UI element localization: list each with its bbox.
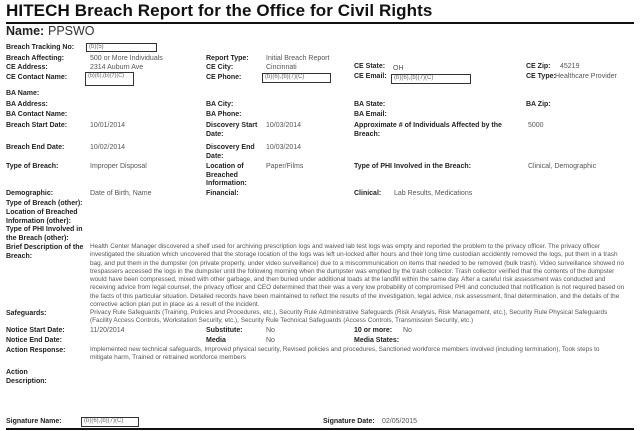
breach-type-other-label: Type of Breach (other): [6, 200, 83, 207]
signature-name-label: Signature Name: [6, 418, 62, 425]
report-title: HITECH Breach Report for the Office for Civil Rights [6, 1, 433, 20]
report-type-value: Initial Breach Report [266, 55, 330, 62]
signature-name-field: (b)(6),(b)(7)(C) [81, 417, 139, 427]
ce-address-value: 2314 Auburn Ave [90, 64, 144, 71]
demographic-value: Date of Birth, Name [90, 190, 152, 197]
tracking-field: (b)(5) [86, 43, 157, 52]
signature-date-label: Signature Date: [323, 418, 375, 425]
ce-city-value: Cincinnati [266, 64, 297, 71]
demographic-label: Demographic: [6, 190, 54, 197]
action-description-label: Action Description: [6, 369, 47, 385]
notice-end-label: Notice End Date: [6, 337, 63, 344]
notice-start-value: 11/20/2014 [90, 327, 125, 334]
ce-email-label: CE Email: [354, 73, 387, 80]
location-value: Paper/Films [266, 163, 304, 170]
clinical-value: Lab Results, Medications [394, 190, 473, 197]
breach-type-value: Improper Disposal [90, 163, 147, 170]
ce-type-label: CE Type: [526, 73, 556, 80]
substitute-label: Substitute: [206, 327, 243, 334]
location-other-label: Location of Breached Information (other): [6, 209, 78, 225]
report-type-label: Report Type: [206, 55, 249, 62]
substitute-value: No [266, 327, 275, 334]
breach-type-label: Type of Breach: [6, 163, 59, 170]
action-response-value: Implemented new technical safeguards, Improved physical security, Revised policies and procedures, Sanctioned workforce members involved (including termination), Took steps to mitigate harm, Trained or retrained workforce members [90, 346, 600, 362]
signature-date-value: 02/05/2015 [382, 418, 418, 425]
ba-zip-label: BA Zip: [526, 101, 551, 108]
breach-start-value: 10/01/2014 [90, 122, 126, 129]
ce-type-value: Healthcare Provider [555, 73, 617, 80]
title-divider [6, 22, 634, 24]
approx-affected-label: Approximate # of Individuals Affected by the Breach: [354, 122, 502, 138]
ce-phone-label: CE Phone: [206, 74, 242, 81]
footer-divider [6, 428, 634, 430]
media-label: Media [206, 337, 226, 344]
ba-contact-label: BA Contact Name: [6, 111, 68, 118]
phi-other-label: Type of PHI Involved in the Breach (other): [6, 226, 83, 242]
breach-end-label: Breach End Date: [6, 144, 65, 151]
ten-or-more-label: 10 or more: [354, 327, 393, 334]
ba-city-label: BA City: [206, 101, 234, 108]
breach-start-label: Breach Start Date: [6, 122, 68, 129]
discovery-start-label: Discovery Start Date: [206, 122, 258, 138]
ba-state-label: BA State: [354, 101, 386, 108]
ce-contact-field: (b)(6),(b)(7)(C) [85, 72, 134, 86]
media-states-label: Media States: [354, 337, 400, 344]
ce-address-label: CE Address: [6, 64, 48, 71]
location-label: Location of Breached Information: [206, 163, 247, 187]
financial-label: Financial: [206, 190, 239, 197]
ce-email-field: (b)(6),(b)(7)(C) [391, 74, 471, 84]
breach-end-value: 10/02/2014 [90, 144, 126, 151]
description-label: Brief Description of the Breach: [6, 244, 84, 260]
phi-type-label: Type of PHI Involved in the Breach: [354, 163, 471, 170]
ten-or-more-value: No [403, 327, 412, 334]
discovery-end-value: 10/03/2014 [266, 144, 302, 151]
ce-phone-field: (b)(6),(b)(7)(C) [262, 73, 331, 83]
notice-start-label: Notice Start Date: [6, 327, 65, 334]
ce-zip-label: CE Zip: [526, 63, 551, 70]
description-value: Health Center Manager discovered a shelf used for archiving prescription logs and waived lab test logs was empty and reported the problem to the privacy officer. The privacy officer investigated the situation which uncovered that the storage location of the logs was left un-locked after hours and their long time custodian accidently removed the logs, put them in a trash bag, and put them in the dumpster (on private property, under video surveillance) due to a miscommunication on items that needed to be removed (bulk trash). Video surveillance showed no trespassers accessed the logs in the dumpster until the following morning when the dumpster was emptied by the trash collector. Trash collector verified that the contents of the dumpster would have been compressed, mixed with other garbage, and then buried under additional loads at the landfill within the same day. After a careful risk assessment was conducted and receiving advice from legal counsel, the privacy officer and CEO determined that their was a very low probability of compromised PHI and concluded that notification is not required based on the facts of this particular situation. Detailed records have been maintained to reflect the results of the investigation, legal advice, risk assessment, final determination, and the details of the corrective action plan put in place as a result of the incident. [90, 243, 625, 309]
ce-city-label: CE City: [206, 64, 234, 71]
approx-affected-value: 5000 [528, 122, 544, 129]
safeguards-label: Safeguards: [6, 310, 47, 317]
tracking-label: Breach Tracking No: [6, 44, 75, 51]
media-value: No [266, 337, 275, 344]
name-value: PPSWO [48, 24, 95, 38]
name-label: Name: [6, 24, 45, 38]
ba-name-label: BA Name: [6, 90, 40, 97]
discovery-end-label: Discovery End Date: [206, 144, 255, 160]
affecting-value: 500 or More Individuals [90, 55, 163, 62]
ce-zip-value: 45219 [560, 63, 580, 70]
ba-address-label: BA Address: [6, 101, 48, 108]
discovery-start-value: 10/03/2014 [266, 122, 302, 129]
ce-state-value: OH [393, 65, 404, 72]
ce-state-label: CE State: [354, 63, 386, 70]
clinical-label: Clinical: [354, 190, 382, 197]
action-response-label: Action Response: [6, 347, 66, 354]
phi-type-value: Clinical, Demographic [528, 163, 597, 170]
ba-phone-label: BA Phone: [206, 111, 242, 118]
ce-contact-label: CE Contact Name: [6, 74, 68, 81]
affecting-label: Breach Affecting: [6, 55, 65, 62]
ba-email-label: BA Email: [354, 111, 387, 118]
safeguards-value: Privacy Rule Safeguards (Training, Policies and Procedures, etc.), Security Rule Administrative Safeguards (Risk Analysis, Risk Management, etc.), Security Rule Physical Safeguards (Facility Access Controls, Workstation Security, etc.), Security Rule Technical Safeguards (Access Controls, Transmission Security, etc.) [90, 309, 608, 325]
